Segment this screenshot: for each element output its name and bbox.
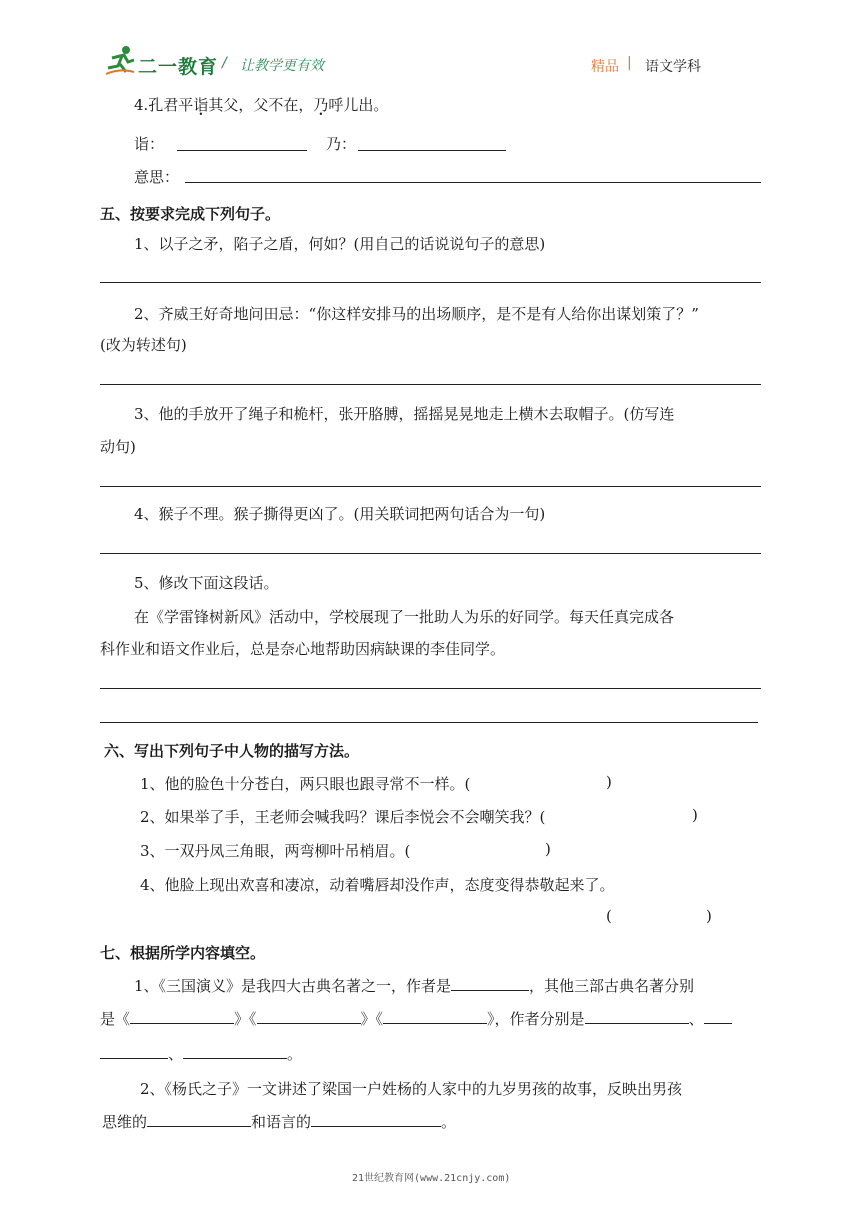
footer-source: 21世纪教育网(www.21cnjy.com) xyxy=(352,1173,511,1184)
s5-item-1: 1、以子之矛，陷子之盾，何如？(用自己的话说说句子的意思) xyxy=(134,235,546,253)
s7-blank-author-2a[interactable] xyxy=(704,1009,732,1024)
s7-item-1-text-b: ，其他三部古典名著分别 xyxy=(529,977,695,995)
q4-meaning-blank[interactable] xyxy=(185,182,761,183)
header-slogan: 让教学更有效 xyxy=(240,58,324,74)
s5-item-5-answer-line-1[interactable] xyxy=(100,688,761,689)
runner-logo-icon xyxy=(104,44,136,76)
s7-item-2-line2 xyxy=(102,1111,456,1132)
s5-item-2-line1: 2、齐威王好奇地问田忌：“你这样安排马的出场顺序，是不是有人给你出谋划策了？” xyxy=(134,305,699,323)
q4-label-nai: 乃： xyxy=(326,135,357,153)
s7-item-1-text-a: 1、《三国演义》是我四大古典名著之一，作者是 xyxy=(134,977,452,995)
header-divider: | xyxy=(627,55,632,71)
q4-blank-nai[interactable] xyxy=(358,150,506,151)
s7-item-1-text-h: 、 xyxy=(168,1045,184,1063)
s7-item-1-text-c: 是《 xyxy=(100,1010,131,1028)
s6-item-4: 4、他脸上现出欢喜和凄凉，动着嘴唇却没作声，态度变得恭敬起来了。 xyxy=(140,876,615,894)
q4-text-mid: 其父，父不在， xyxy=(208,96,314,114)
s7-blank-author-2b[interactable] xyxy=(100,1044,168,1059)
s7-blank-language[interactable] xyxy=(311,1112,441,1127)
s5-item-2-line2: (改为转述句) xyxy=(100,336,187,354)
s7-item-1-text-f: 》，作者分别是 xyxy=(487,1010,585,1028)
q4-label-yi: 诣： xyxy=(134,135,165,153)
header-jingpin: 精品 xyxy=(591,59,619,75)
s6-item-4-open: ( xyxy=(606,907,612,925)
section-6-title: 六、写出下列句子中人物的描写方法。 xyxy=(104,742,360,760)
s5-item-1-answer-line[interactable] xyxy=(100,282,761,283)
s7-item-1-text-i: 。 xyxy=(287,1045,303,1063)
s5-item-5-answer-line-2[interactable] xyxy=(100,722,758,723)
s7-item-2-text-d: 。 xyxy=(441,1113,457,1131)
q4-meaning-label: 意思： xyxy=(134,168,180,186)
s7-blank-book-1[interactable] xyxy=(130,1009,234,1024)
s7-item-1-line2 xyxy=(100,1008,732,1029)
s7-blank-author[interactable] xyxy=(451,976,529,991)
s7-item-2-text-b: 思维的 xyxy=(102,1113,148,1131)
s5-item-4-answer-line[interactable] xyxy=(100,553,761,554)
q4-sentence xyxy=(134,94,388,115)
q4-text-post: 呼儿出。 xyxy=(328,96,389,114)
s6-item-1: 1、他的脸色十分苍白，两只眼也跟寻常不一样。( xyxy=(140,775,471,793)
s5-item-5-para-line1: 在《学雷锋树新风》活动中，学校展现了一批助人为乐的好同学。每天任真完成各 xyxy=(134,608,675,626)
s7-item-2-line1: 2、《杨氏之子》一文讲述了梁国一户姓杨的人家中的九岁男孩的故事，反映出男孩 xyxy=(140,1080,683,1098)
section-7-title: 七、根据所学内容填空。 xyxy=(100,944,266,962)
s6-item-3-close: ) xyxy=(545,840,551,858)
s5-item-5: 5、修改下面这段话。 xyxy=(134,574,279,592)
s5-item-3-answer-line[interactable] xyxy=(100,486,761,487)
q4-char-nai: 乃 xyxy=(313,96,329,114)
header-subject: 语文学科 xyxy=(645,59,701,75)
q4-blank-yi[interactable] xyxy=(177,150,307,151)
s7-blank-author-1[interactable] xyxy=(585,1009,689,1024)
s7-item-1-line3 xyxy=(100,1043,302,1064)
s5-item-4: 4、猴子不理。猴子撕得更凶了。(用关联词把两句话合为一句) xyxy=(134,505,546,523)
s7-item-2-text-c: 和语言的 xyxy=(251,1113,312,1131)
s7-blank-thinking[interactable] xyxy=(147,1112,251,1127)
s7-item-1-line1 xyxy=(134,975,694,996)
section-5-title: 五、按要求完成下列句子。 xyxy=(100,205,281,223)
s7-blank-book-2[interactable] xyxy=(257,1009,361,1024)
s6-item-4-close: ) xyxy=(706,907,712,925)
s5-item-2-answer-line[interactable] xyxy=(100,384,761,385)
q4-text-pre: 4.孔君平 xyxy=(134,96,194,114)
s7-item-1-text-d: 》《 xyxy=(234,1010,257,1028)
q4-char-yi: 诣 xyxy=(193,96,209,114)
s5-item-3-line1: 3、他的手放开了绳子和桅杆，张开胳膊，摇摇晃晃地走上横木去取帽子。(仿写连 xyxy=(134,405,675,423)
header-slash: / xyxy=(222,55,227,71)
s5-item-5-para-line2: 科作业和语文作业后，总是奈心地帮助因病缺课的李佳同学。 xyxy=(100,640,506,658)
s7-blank-author-3[interactable] xyxy=(183,1044,287,1059)
s7-item-1-text-g: 、 xyxy=(688,1010,704,1028)
s6-item-1-close: ) xyxy=(606,773,612,791)
s6-item-2-close: ) xyxy=(692,806,698,824)
logo-text: 二一教育 xyxy=(138,56,219,78)
s7-blank-book-3[interactable] xyxy=(383,1009,487,1024)
s6-item-3: 3、一双丹凤三角眼，两弯柳叶吊梢眉。( xyxy=(140,842,411,860)
s5-item-3-line2: 动句) xyxy=(100,438,136,456)
s6-item-2: 2、如果举了手，王老师会喊我吗？课后李悦会不会嘲笑我？( xyxy=(140,808,546,826)
s7-item-1-text-e: 》《 xyxy=(360,1010,384,1028)
